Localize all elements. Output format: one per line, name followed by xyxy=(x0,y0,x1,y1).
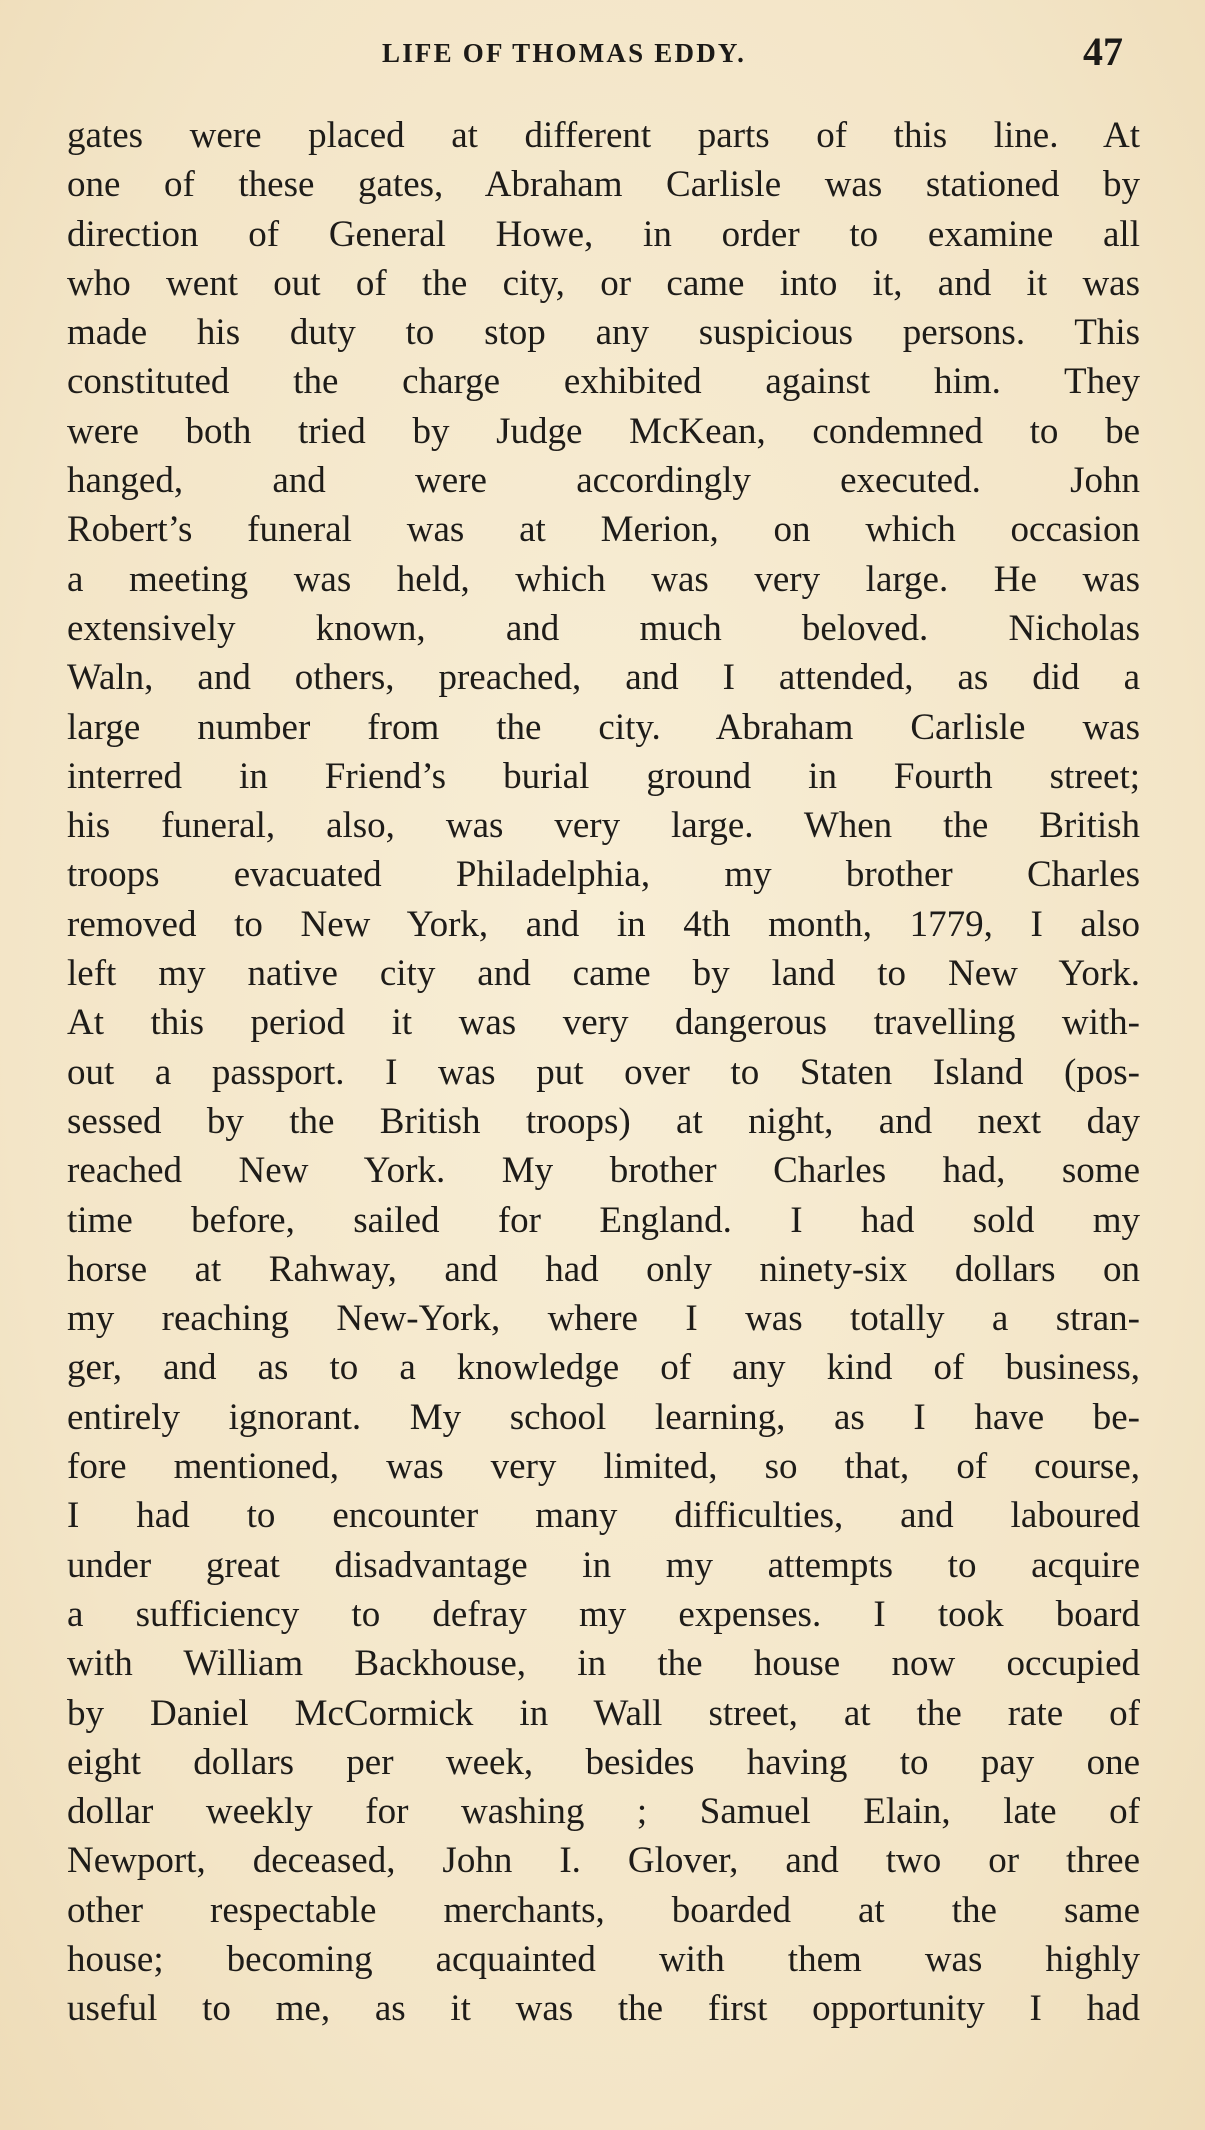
text-line: gates were placed at different parts of this line. At xyxy=(67,115,1140,156)
body-text xyxy=(67,111,1140,2034)
text-line: ger, and as to a knowledge of any kind of business, xyxy=(67,1347,1140,1389)
text-line: At this period it was very dangerous travelling with- xyxy=(67,1002,1140,1044)
text-line: under great disadvantage in my attempts to acquire xyxy=(67,1544,1140,1586)
text-line: constituted the charge exhibited against him. They xyxy=(67,361,1140,403)
text-line: by Daniel McCormick in Wall street, at the rate of xyxy=(67,1692,1140,1734)
text-line: eight dollars per week, besides having to pay one xyxy=(67,1741,1140,1783)
text-line: fore mentioned, was very limited, so that, of course, xyxy=(67,1446,1140,1488)
text-line: house; becoming acquainted with them was highly xyxy=(67,1938,1140,1980)
text-line: troops evacuated Philadelphia, my brother Charles xyxy=(67,854,1140,896)
text-line: his funeral, also, was very large. When the British xyxy=(67,805,1140,847)
text-line: I had to encounter many difficulties, and laboured xyxy=(67,1495,1140,1537)
text-line: other respectable merchants, boarded at the same xyxy=(67,1889,1140,1931)
text-line: time before, sailed for England. I had sold my xyxy=(67,1199,1140,1241)
text-line: made his duty to stop any suspicious persons. This xyxy=(67,312,1140,354)
text-line: one of these gates, Abraham Carlisle was stationed by xyxy=(67,164,1140,206)
text-line: removed to New York, and in 4th month, 1779, I also xyxy=(67,903,1140,945)
text-line: who went out of the city, or came into it, and it was xyxy=(67,262,1140,304)
running-title: LIFE OF THOMAS EDDY. xyxy=(382,38,747,68)
text-line: horse at Rahway, and had only ninety-six dollars on xyxy=(67,1248,1140,1290)
text-line: out a passport. I was put over to Staten Island (pos- xyxy=(67,1051,1140,1093)
text-line: direction of General Howe, in order to examine all xyxy=(67,213,1140,255)
text-line: a sufficiency to defray my expenses. I took board xyxy=(67,1593,1140,1635)
text-line: Newport, deceased, John I. Glover, and two or three xyxy=(67,1840,1140,1882)
text-line: reached New York. My brother Charles had, some xyxy=(67,1150,1140,1192)
text-line: left my native city and came by land to New York. xyxy=(67,953,1140,995)
text-line: useful to me, as it was the first opportunity I had xyxy=(67,1988,1140,2030)
text-line: interred in Friend’s burial ground in Fourth street; xyxy=(67,755,1140,797)
text-line: entirely ignorant. My school learning, as I have be- xyxy=(67,1396,1140,1438)
text-line: dollar weekly for washing ; Samuel Elain, late of xyxy=(67,1791,1140,1833)
text-line: my reaching New-York, where I was totally a stran- xyxy=(67,1298,1140,1340)
text-line: large number from the city. Abraham Carlisle was xyxy=(67,706,1140,748)
text-line: were both tried by Judge McKean, condemned to be xyxy=(67,410,1140,452)
text-line: sessed by the British troops) at night, and next day xyxy=(67,1100,1140,1142)
text-line: hanged, and were accordingly executed. John xyxy=(67,460,1140,502)
text-line: with William Backhouse, in the house now occupied xyxy=(67,1643,1140,1685)
text-line: extensively known, and much beloved. Nicholas xyxy=(67,607,1140,649)
page-number: 47 xyxy=(1083,29,1123,74)
text-line: Robert’s funeral was at Merion, on which occasion xyxy=(67,509,1140,551)
text-line: Waln, and others, preached, and I attended, as did a xyxy=(67,657,1140,699)
text-line: a meeting was held, which was very large. He was xyxy=(67,558,1140,600)
